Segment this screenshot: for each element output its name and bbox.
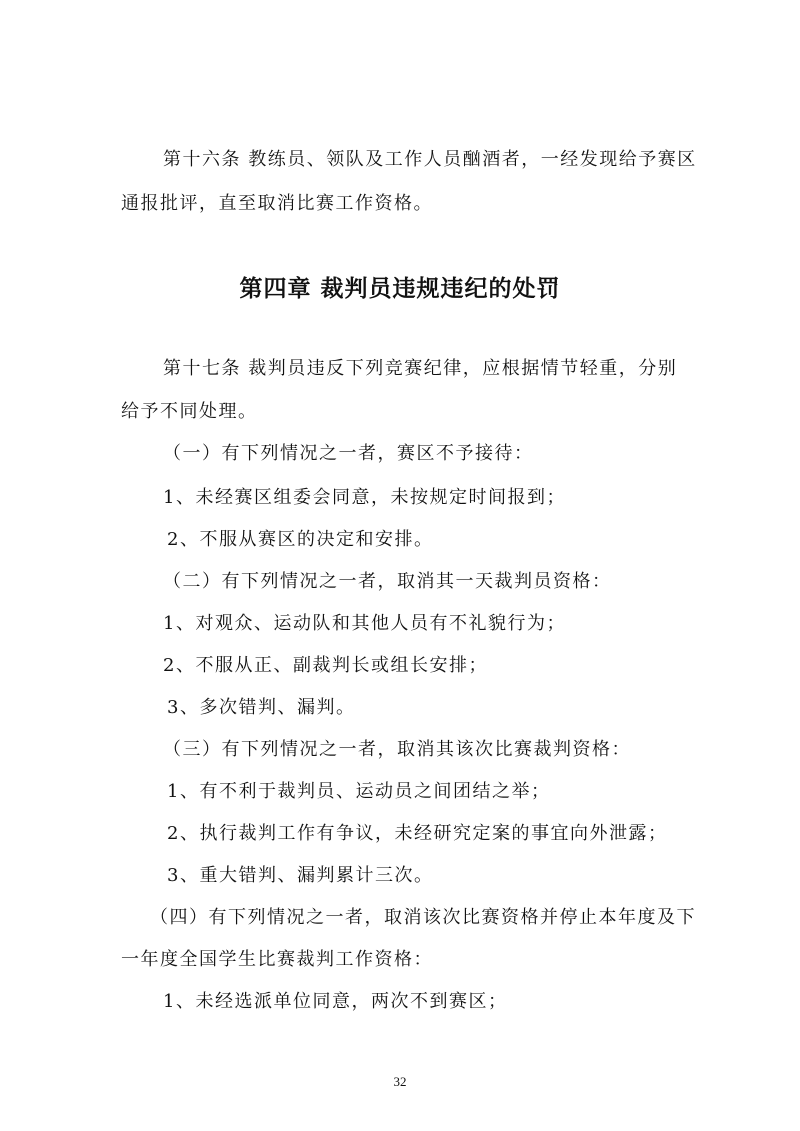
section-2-item-1: 1、对观众、运动队和其他人员有不礼貌行为； [163, 613, 566, 634]
section-3-item-1: 1、有不利于裁判员、运动员之间团结之举； [167, 781, 551, 802]
section-2-item-2: 2、不服从正、副裁判长或组长安排； [163, 655, 488, 676]
section-3-item-3: 3、重大错判、漏判累计三次。 [167, 865, 434, 886]
article-17-line-2: 给予不同处理。 [121, 401, 258, 422]
page-number: 32 [393, 1074, 407, 1089]
section-1-heading: （一）有下列情况之一者，赛区不予接待： [163, 443, 534, 464]
article-16-line-1: 第十六条 教练员、领队及工作人员酗酒者，一经发现给予赛区 [163, 149, 697, 170]
section-4-heading-line-2: 一年度全国学生比赛裁判工作资格： [121, 949, 433, 970]
chapter-4-title: 第四章 裁判员违规违纪的处罚 [239, 276, 561, 302]
article-16-line-2: 通报批评，直至取消比赛工作资格。 [121, 193, 433, 214]
section-1-item-2: 2、不服从赛区的决定和安排。 [167, 529, 434, 550]
section-4-heading-line-1: （四）有下列情况之一者，取消该次比赛资格并停止本年度及下 [150, 907, 696, 928]
section-4-item-1: 1、未经选派单位同意，两次不到赛区； [163, 991, 508, 1012]
section-2-heading: （二）有下列情况之一者，取消其一天裁判员资格： [163, 571, 612, 592]
article-17-line-1: 第十七条 裁判员违反下列竞赛纪律，应根据情节轻重，分别 [163, 358, 678, 379]
section-1-item-1: 1、未经赛区组委会同意，未按规定时间报到； [163, 487, 566, 508]
section-2-item-3: 3、多次错判、漏判。 [167, 697, 356, 718]
section-3-item-2: 2、执行裁判工作有争议，未经研究定案的事宜向外泄露； [167, 823, 668, 844]
section-3-heading: （三）有下列情况之一者，取消其该次比赛裁判资格： [163, 739, 631, 760]
